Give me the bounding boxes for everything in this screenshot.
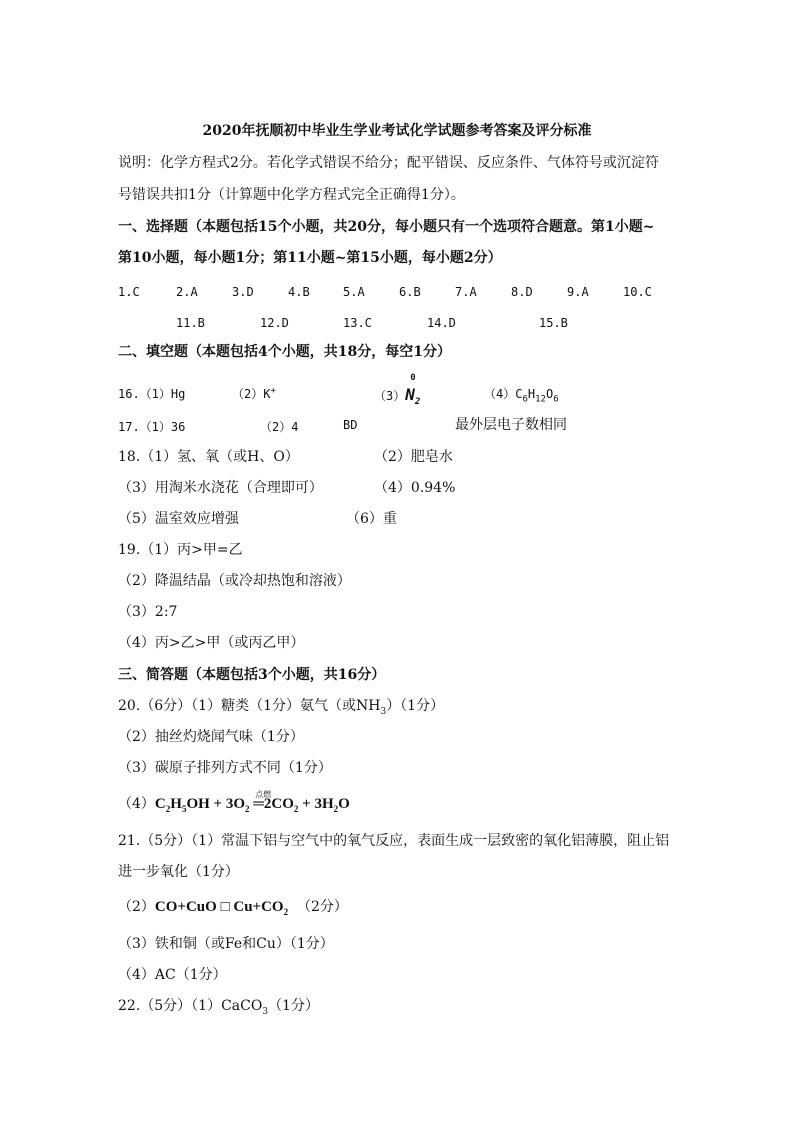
choice-answer: 12.D bbox=[260, 316, 289, 330]
q16-part-3: （3） 0 $N_2$ bbox=[374, 373, 421, 408]
q21-part-3: （3）铁和铜（或Fe和Cu）（1分） bbox=[118, 936, 334, 952]
choice-answer: 10.C bbox=[623, 285, 652, 299]
q18-part-5: （5）温室效应增强 bbox=[118, 511, 239, 527]
combustion-equation: $C_2H_5OH + 3O_2$ 点燃 $═2CO_2 + 3H_2O$ bbox=[155, 796, 350, 812]
q18-part-4: （4）0.94% bbox=[374, 480, 456, 496]
q21-part-4: （4）AC（1分） bbox=[118, 967, 227, 983]
q20-part-4: $(4)C_2H_5OH + 3O_2$ 点燃 $═2CO_2 + 3H_2O$ bbox=[118, 795, 350, 818]
q19-part-4: （4）丙>乙>甲（或丙乙甲） bbox=[118, 635, 305, 651]
q18-part-3: （3）用淘米水浇花（合理即可） bbox=[118, 480, 323, 496]
choice-answer: 14.D bbox=[427, 316, 456, 330]
choice-answer: 11.B bbox=[176, 316, 205, 330]
q21-part-1: 21.（5分）（1）常温下铝与空气中的氧气反应，表面生成一层致密的氧化铝薄膜，阻止铝 bbox=[118, 833, 670, 849]
q17-part-1: 17.（1）36 bbox=[118, 420, 186, 434]
q19-part-2: （2）降温结晶（或冷却热饱和溶液） bbox=[118, 573, 351, 589]
q19-part-3: （3）2:7 bbox=[118, 604, 178, 620]
choice-answer: 3.D bbox=[232, 285, 254, 299]
choice-answer: 15.B bbox=[539, 316, 568, 330]
q16-part-2: （2）K+ bbox=[232, 386, 276, 401]
choice-answer: 6.B bbox=[399, 285, 421, 299]
reduction-equation: CO+CuO □ $Cu+CO_2$ bbox=[154, 899, 289, 917]
q22-part-1: 22.（5分）（1）CaCO$_3$（1分） bbox=[118, 998, 319, 1017]
reaction-condition: 点燃 bbox=[255, 790, 272, 799]
choice-answer: 13.C bbox=[343, 316, 372, 330]
section1-heading-line-2: 第10小题，每小题1分；第11小题~第15小题，每小题2分） bbox=[118, 250, 502, 266]
q17-part-4: 最外层电子数相同 bbox=[455, 417, 567, 433]
q20-part-3: （3）碳原子排列方式不同（1分） bbox=[118, 760, 332, 776]
section1-heading-line-1: 一、选择题（本题包括15个小题，共20分，每小题只有一个选项符合题意。第1小题~ bbox=[118, 219, 655, 235]
q20-part-2: （2）抽丝灼烧闻气味（1分） bbox=[118, 729, 304, 745]
q18-part-2: （2）肥皂水 bbox=[374, 449, 453, 465]
q20-part-1: 20.（6分）（1）糖类（1分）氨气（或$NH_3)(1$分） bbox=[118, 698, 445, 717]
q18-part-1: 18.（1）氢、氧（或H、O） bbox=[118, 449, 299, 465]
q16-part-4: $(4)C_6H_{12}O_6$ bbox=[484, 387, 559, 405]
choice-answer: 8.D bbox=[511, 285, 533, 299]
q16-part-1: 16.（1）Hg bbox=[118, 387, 186, 401]
q17-part-3: BD bbox=[343, 418, 358, 432]
note-line-1: 说明：化学方程式2分。若化学式错误不给分；配平错误、反应条件、气体符号或沉淀符 bbox=[118, 155, 659, 171]
choice-answer: 1.C bbox=[118, 285, 140, 299]
choice-answer: 4.B bbox=[288, 285, 310, 299]
note-line-2: 号错误共扣1分（计算题中化学方程式完全正确得1分）。 bbox=[118, 187, 465, 203]
q17-part-2: （2）4 bbox=[260, 420, 299, 434]
q21-part-1-continued: 进一步氧化（1分） bbox=[118, 864, 239, 880]
q19-part-1: 19.（1）丙>甲=乙 bbox=[118, 542, 243, 558]
choice-answer: 2.A bbox=[176, 285, 198, 299]
section2-heading: 二、填空题（本题包括4个小题，共18分，每空1分） bbox=[118, 344, 451, 360]
choice-answer: 7.A bbox=[455, 285, 477, 299]
q21-part-2: （2）CO+CuO □ $Cu+CO_2$ （2分） bbox=[118, 899, 348, 917]
choice-answer: 9.A bbox=[567, 285, 589, 299]
page-title: 2020年抚顺初中毕业生学业考试化学试题参考答案及评分标准 bbox=[202, 123, 592, 139]
q18-part-6: （6）重 bbox=[346, 511, 397, 527]
choice-answer: 5.A bbox=[343, 285, 365, 299]
section3-heading: 三、简答题（本题包括3个小题，共16分） bbox=[118, 667, 386, 683]
